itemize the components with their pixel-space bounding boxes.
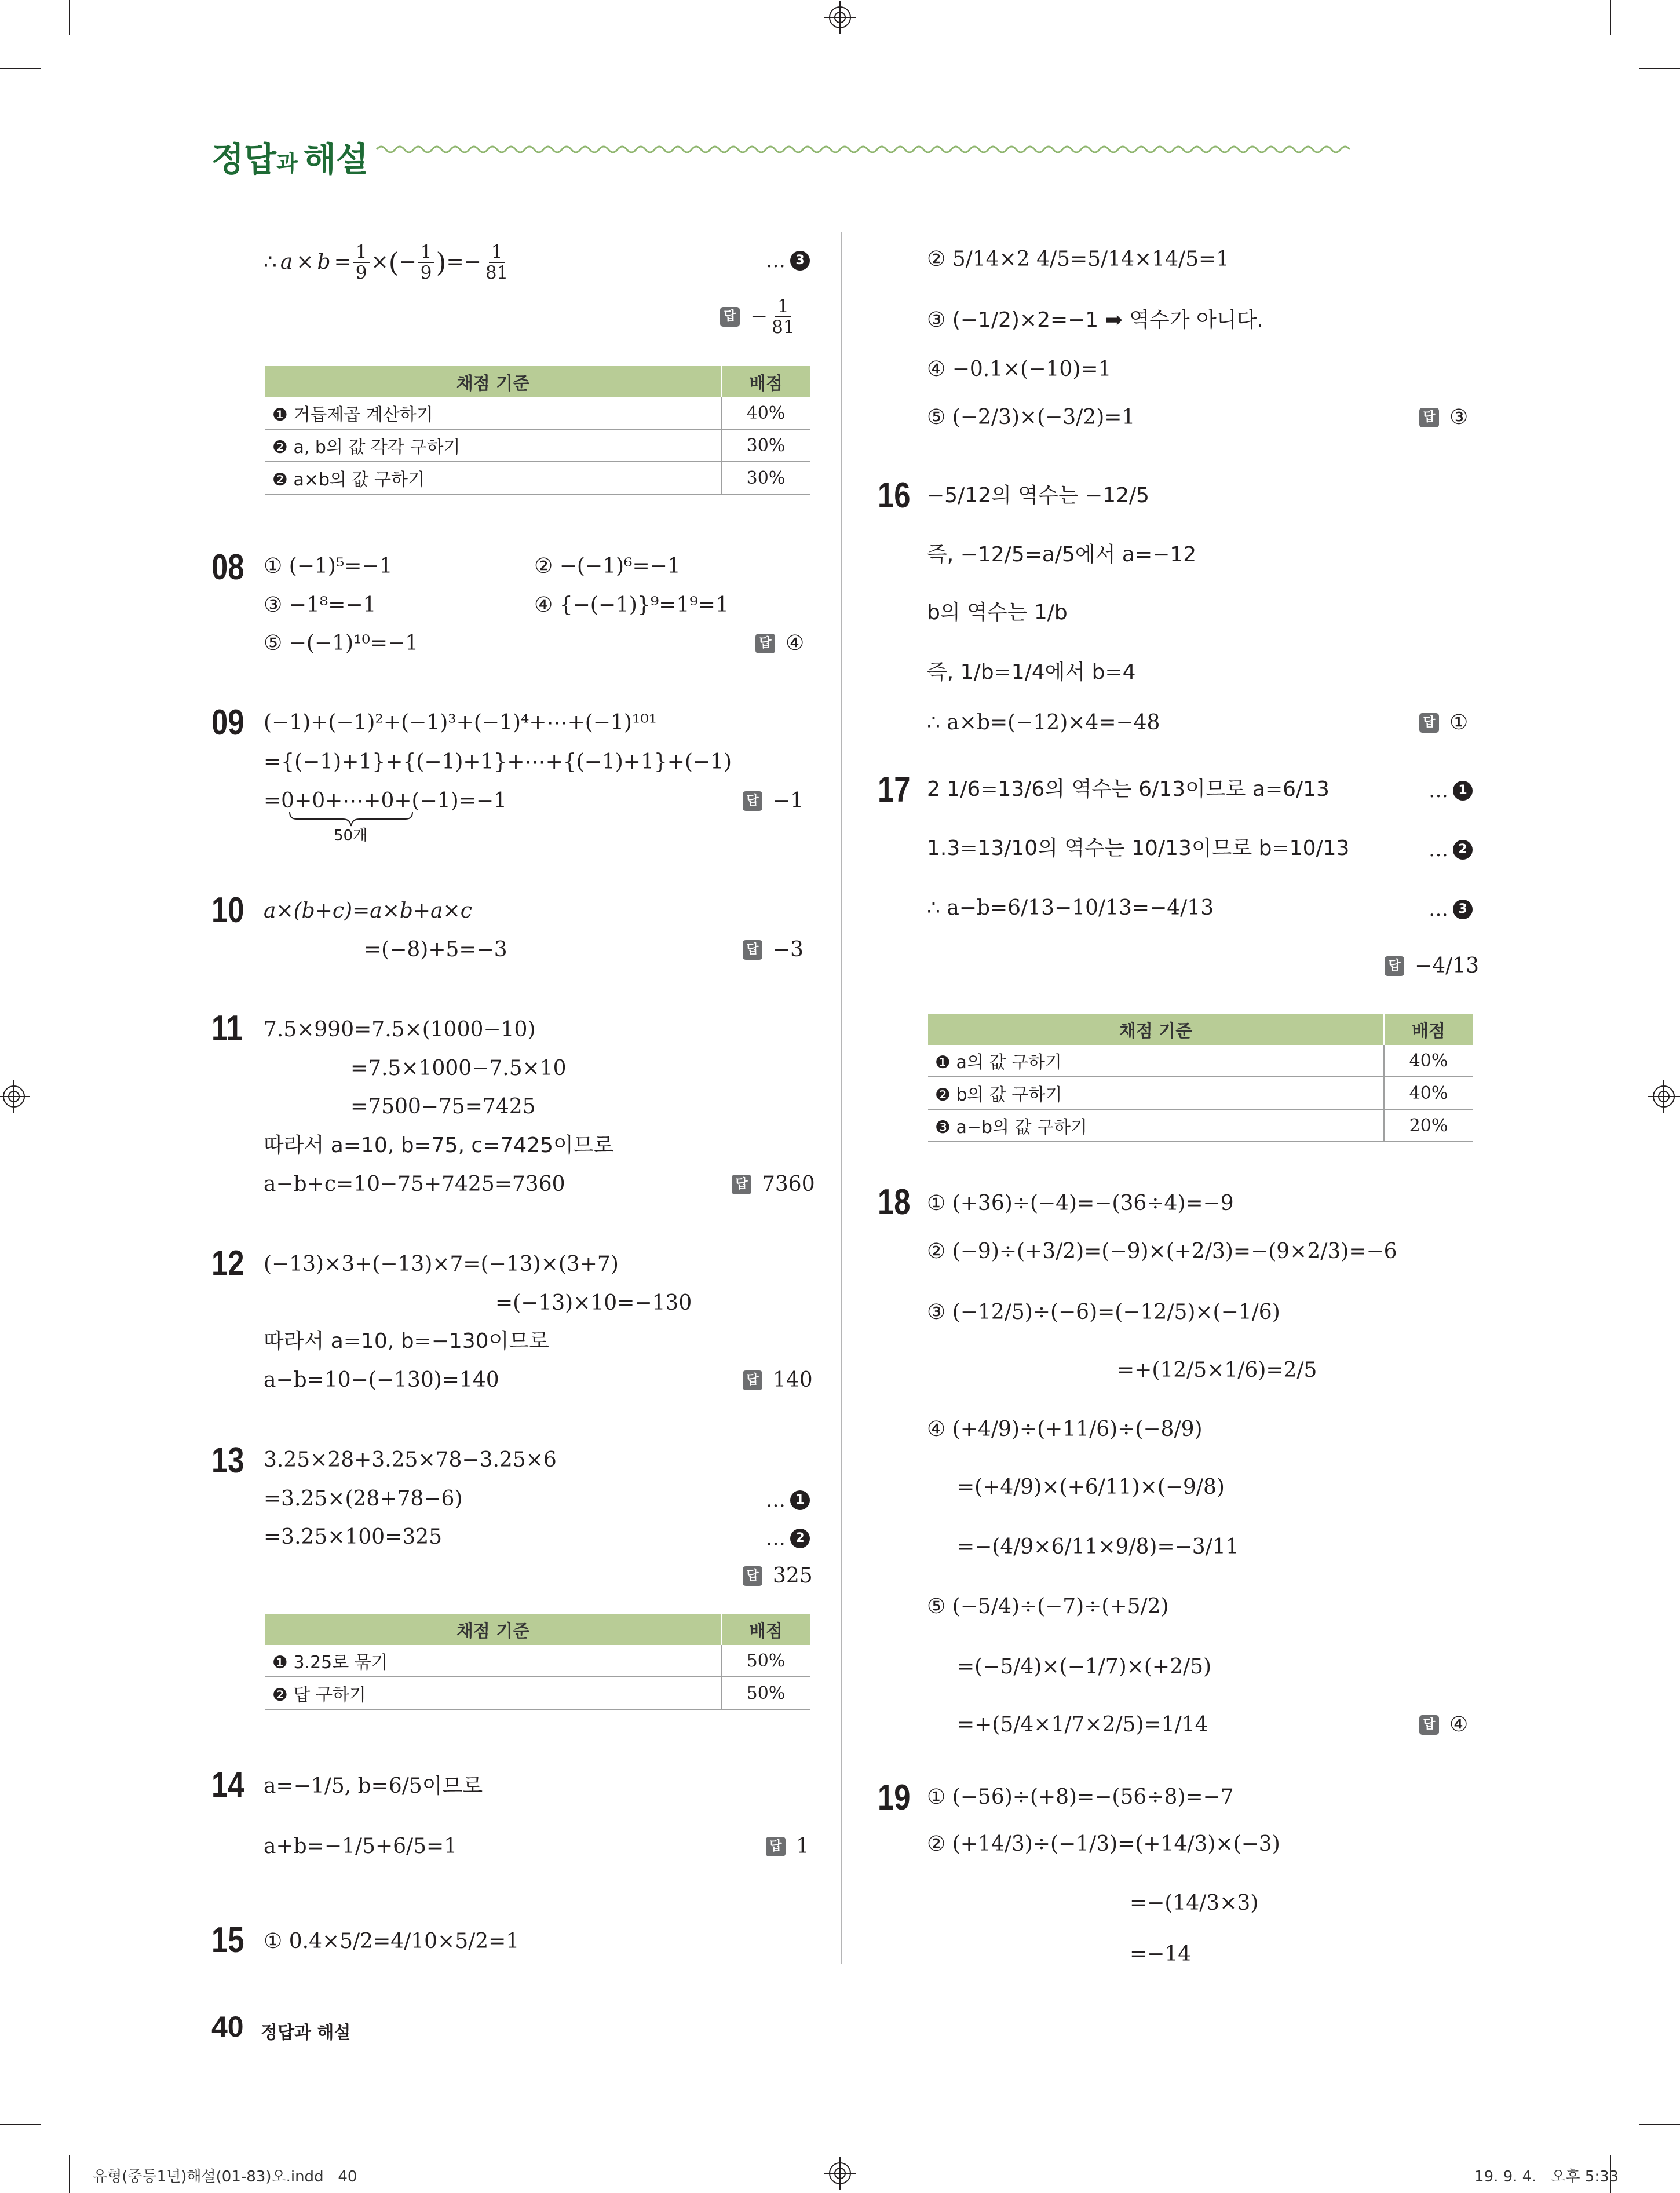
q09-line-3: =0+0+⋯+0+(−1)=−1 — [264, 789, 507, 813]
q15-number: 15 — [211, 1920, 244, 1960]
table-row: ❶ 3.25로 묶기 50% — [265, 1645, 810, 1677]
answer-badge-icon: 답 — [1385, 956, 1404, 976]
q09-brace-label: 50개 — [334, 827, 368, 845]
q16-number: 16 — [878, 476, 911, 516]
table-row: ❶ 거듭제곱 계산하기 40% — [265, 397, 810, 429]
q12-line-4: a−b=10−(−130)=140 — [264, 1368, 499, 1392]
q08-number: 08 — [211, 547, 244, 587]
answer-badge-icon: 답 — [743, 1566, 762, 1586]
q07-step-3: … 3 — [766, 249, 810, 272]
header-title-small: 과 — [276, 151, 298, 176]
col-score: 배점 — [1384, 1014, 1473, 1045]
q15-line-5: ⑤ (−2/3)×(−3/2)=1 — [927, 405, 1135, 429]
q15-answer: 답 ③ — [1419, 407, 1468, 428]
answer-badge-icon: 답 — [743, 1370, 762, 1390]
table-row: ❷ a×b의 값 구하기 30% — [265, 462, 810, 494]
q17-scoring-table — [928, 1014, 1473, 1142]
col-criteria: 채점 기준 — [928, 1014, 1384, 1045]
q12-answer: 답 140 — [743, 1370, 813, 1391]
q13-step-1: … 1 — [766, 1489, 810, 1512]
q18-line-9: =(−5/4)×(−1/7)×(+2/5) — [957, 1655, 1212, 1679]
q17-line-3: ∴ a−b=6/13−10/13=−4/13 — [927, 896, 1214, 920]
q08-item-1: ① (−1)⁵=−1 — [264, 554, 393, 578]
q18-line-5: ④ (+4/9)÷(+11/6)÷(−8/9) — [927, 1417, 1203, 1441]
q09-answer: 답 −1 — [743, 791, 804, 812]
col-score: 배점 — [721, 1614, 810, 1645]
answer-badge-icon: 답 — [755, 634, 775, 653]
q09-number: 09 — [211, 703, 244, 743]
q18-line-6: =(+4/9)×(+6/11)×(−9/8) — [957, 1475, 1225, 1499]
q09-line-2: ={(−1)+1}+{(−1)+1}+⋯+{(−1)+1}+(−1) — [264, 750, 732, 774]
q18-line-1: ① (+36)÷(−4)=−(36÷4)=−9 — [927, 1191, 1234, 1215]
q18-line-7: =−(4/9×6/11×9/8)=−3/11 — [957, 1535, 1239, 1559]
header-title-end: 해설 — [303, 140, 368, 179]
q14-line-2: a+b=−1/5+6/5=1 — [264, 1834, 458, 1858]
q10-answer: 답 −3 — [743, 940, 804, 960]
answer-badge-icon: 답 — [1419, 1715, 1439, 1735]
q07-conclusion: ∴ a × b = $\frac{1}{9}$ × ( − $\frac{1}{9}$ ) =− $\frac{1}{81}$ — [264, 241, 509, 283]
q13-number: 13 — [211, 1441, 244, 1481]
q14-answer: 답 1 — [766, 1836, 809, 1857]
q19-line-2: ② (+14/3)÷(−1/3)=(+14/3)×(−3) — [927, 1832, 1280, 1856]
col-criteria: 채점 기준 — [265, 1614, 721, 1645]
q15-line-2: ② 5/14×2 4/5=5/14×14/5=1 — [927, 247, 1230, 271]
q11-number: 11 — [211, 1008, 243, 1048]
q16-answer: 답 ① — [1419, 712, 1468, 733]
q17-step-1: … 1 — [1429, 779, 1473, 802]
q14-number: 14 — [211, 1765, 244, 1805]
q17-step-3: … 3 — [1429, 898, 1473, 921]
q11-line-1: 7.5×990=7.5×(1000−10) — [264, 1018, 536, 1041]
q13-line-3: =3.25×100=325 — [264, 1525, 443, 1549]
q18-number: 18 — [878, 1182, 911, 1222]
q13-line-2: =3.25×(28+78−6) — [264, 1487, 463, 1511]
q15-line-4: ④ −0.1×(−10)=1 — [927, 357, 1112, 381]
q18-line-8: ⑤ (−5/4)÷(−7)÷(+5/2) — [927, 1595, 1169, 1618]
q18-line-2: ② (−9)÷(+3/2)=(−9)×(+2/3)=−(9×2/3)=−6 — [927, 1240, 1397, 1263]
q16-line-2: 즉, −12/5=a/5에서 a=−12 — [927, 543, 1197, 566]
q17-answer: 답 −4/13 — [1385, 956, 1479, 977]
q17-step-2: … 2 — [1429, 838, 1473, 861]
answer-badge-icon: 답 — [766, 1837, 786, 1856]
q12-line-1: (−13)×3+(−13)×7=(−13)×(3+7) — [264, 1252, 619, 1276]
q08-item-3: ③ −1⁸=−1 — [264, 593, 377, 617]
q16-line-5: ∴ a×b=(−12)×4=−48 — [927, 711, 1160, 734]
q11-line-5: a−b+c=10−75+7425=7360 — [264, 1172, 565, 1196]
answer-badge-icon: 답 — [1419, 408, 1439, 427]
header-wavy-rule — [377, 147, 1350, 152]
footer-file-name: 유형(중등1년)해설(01-83)오.indd 40 — [93, 2168, 357, 2185]
q18-line-3: ③ (−12/5)÷(−6)=(−12/5)×(−1/6) — [927, 1300, 1280, 1324]
q19-line-3: =−(14/3×3) — [1130, 1891, 1259, 1915]
page-number: 40 — [211, 2011, 244, 2043]
q11-line-3: =7500−75=7425 — [350, 1095, 536, 1119]
q07-scoring-table — [265, 366, 810, 495]
q13-answer: 답 325 — [743, 1566, 813, 1587]
q16-line-3: b의 역수는 1/b — [927, 601, 1068, 624]
answer-badge-icon: 답 — [1419, 713, 1439, 733]
q16-line-1: −5/12의 역수는 −12/5 — [927, 484, 1150, 507]
q08-answer: 답 ④ — [755, 633, 804, 654]
q19-line-1: ① (−56)÷(+8)=−(56÷8)=−7 — [927, 1785, 1234, 1809]
table-row: ❷ a, b의 값 각각 구하기 30% — [265, 429, 810, 462]
q18-line-4: =+(12/5×1/6)=2/5 — [1117, 1358, 1317, 1382]
col-criteria: 채점 기준 — [265, 366, 721, 397]
q08-item-2: ② −(−1)⁶=−1 — [534, 554, 681, 578]
table-row: ❷ b의 값 구하기 40% — [928, 1077, 1473, 1109]
col-score: 배점 — [721, 366, 810, 397]
q17-line-2: 1.3=13/10의 역수는 10/13이므로 b=10/13 — [927, 836, 1350, 860]
q14-line-1: a=−1/5, b=6/5이므로 — [264, 1774, 483, 1798]
q13-scoring-table — [265, 1614, 810, 1710]
q12-number: 12 — [211, 1244, 244, 1284]
q11-line-2: =7.5×1000−7.5×10 — [350, 1057, 567, 1080]
q17-line-1: 2 1/6=13/6의 역수는 6/13이므로 a=6/13 — [927, 777, 1330, 801]
q13-line-1: 3.25×28+3.25×78−3.25×6 — [264, 1448, 557, 1472]
answer-badge-icon: 답 — [732, 1175, 751, 1194]
q19-number: 19 — [878, 1778, 911, 1818]
page-header-title — [211, 132, 368, 181]
q15-line-1: ① 0.4×5/2=4/10×5/2=1 — [264, 1929, 520, 1953]
q19-line-4: =−14 — [1130, 1942, 1192, 1966]
q18-answer: 답 ④ — [1419, 1715, 1468, 1735]
q07-answer: 답 − $\frac{1}{81}$ — [720, 297, 799, 337]
table-row: ❷ 답 구하기 50% — [265, 1677, 810, 1709]
q18-line-10: =+(5/4×1/7×2/5)=1/14 — [957, 1713, 1208, 1737]
q10-line-2: =(−8)+5=−3 — [364, 938, 507, 962]
q15-line-3: ③ (−1/2)×2=−1 ➡ 역수가 아니다. — [927, 308, 1263, 332]
q08-item-5: ⑤ −(−1)¹⁰=−1 — [264, 631, 419, 655]
q17-number: 17 — [878, 770, 911, 810]
q08-item-4: ④ {−(−1)}⁹=1⁹=1 — [534, 593, 729, 617]
footer-label: 정답과 해설 — [261, 2023, 351, 2043]
q10-line-1: a×(b+c)=a×b+a×c — [264, 899, 472, 923]
q11-line-4: 따라서 a=10, b=75, c=7425이므로 — [264, 1134, 614, 1157]
q09-line-1: (−1)+(−1)²+(−1)³+(−1)⁴+⋯+(−1)¹⁰¹ — [264, 711, 658, 734]
q13-step-2: … 2 — [766, 1527, 810, 1550]
q12-line-2: =(−13)×10=−130 — [495, 1291, 692, 1315]
footer-date: 19. 9. 4. 오후 5:33 — [1474, 2168, 1619, 2185]
q10-number: 10 — [211, 890, 244, 930]
table-row: ❸ a−b의 값 구하기 20% — [928, 1109, 1473, 1142]
answer-badge-icon: 답 — [743, 791, 762, 811]
q16-line-4: 즉, 1/b=1/4에서 b=4 — [927, 660, 1136, 684]
q11-answer: 답 7360 — [732, 1174, 815, 1195]
table-row: ❶ a의 값 구하기 40% — [928, 1045, 1473, 1077]
answer-badge-icon: 답 — [743, 940, 762, 960]
answer-badge-icon: 답 — [720, 307, 740, 327]
header-title-main: 정답 — [211, 140, 277, 179]
q12-line-3: 따라서 a=10, b=−130이므로 — [264, 1329, 549, 1353]
